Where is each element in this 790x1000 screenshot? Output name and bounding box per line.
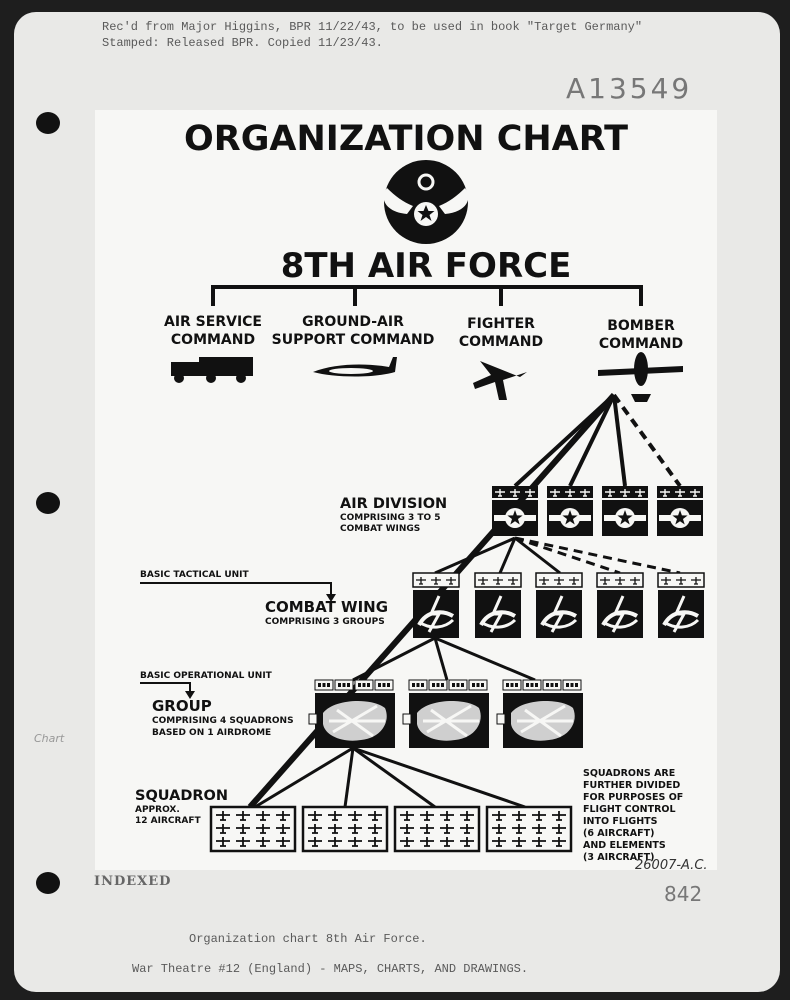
connector-line — [435, 638, 535, 680]
air-division-desc: COMBAT WINGS — [340, 524, 421, 534]
strip-plane-mark — [421, 683, 424, 687]
strip-plane-mark — [338, 683, 341, 687]
strip-plane-mark — [358, 683, 361, 687]
squadron-box — [487, 807, 571, 851]
strip-plane-mark — [477, 683, 480, 687]
connector-line — [435, 638, 447, 680]
strip-plane-mark — [363, 683, 366, 687]
strip-plane-mark — [383, 683, 386, 687]
eighth-air-force-emblem-icon — [384, 160, 469, 244]
combat-wing-desc: COMPRISING 3 GROUPS — [265, 617, 385, 627]
strip-plane-mark — [452, 683, 455, 687]
chart-title: ORGANIZATION CHART — [183, 119, 629, 159]
strip-plane-mark — [546, 683, 549, 687]
strip-plane-mark — [432, 683, 435, 687]
command-label-line2: COMMAND — [458, 334, 544, 350]
strip-plane-mark — [417, 683, 420, 687]
command-label-line1: FIGHTER — [467, 316, 535, 332]
group-box — [497, 680, 583, 748]
organization-chart — [95, 110, 717, 870]
squadron-box — [395, 807, 479, 851]
strip-plane-mark — [318, 683, 321, 687]
air-division-box — [657, 486, 703, 536]
note-line: (3 AIRCRAFT) — [583, 852, 655, 863]
chart-code: 26007-A.C. — [635, 858, 708, 873]
command-label-line2: COMMAND — [170, 332, 256, 348]
combat-wing-box — [658, 573, 704, 638]
combat-wing-box — [475, 573, 521, 638]
strip-plane-mark — [571, 683, 574, 687]
receipt-note: Rec'd from Major Higgins, BPR 11/22/43, to be used in book "Target Germany" — [102, 20, 643, 34]
squadron-note — [583, 768, 683, 863]
combat-wing-box — [536, 573, 582, 638]
combat-wing-box — [597, 573, 643, 638]
strip-plane-mark — [472, 683, 475, 687]
strip-plane-mark — [367, 683, 370, 687]
note-line: AND ELEMENTS — [583, 840, 666, 851]
air-division-box — [547, 486, 593, 536]
strip-plane-mark — [481, 683, 484, 687]
note-line: (6 AIRCRAFT) — [583, 828, 655, 839]
combat-wing-box — [413, 573, 459, 638]
caption-theatre: War Theatre #12 (England) - MAPS, CHARTS, AND DRAWINGS. — [132, 962, 529, 976]
note-line: INTO FLIGHTS — [583, 816, 658, 827]
combat-wing-title: COMBAT WING — [265, 598, 389, 616]
squadron-title: SQUADRON — [135, 788, 228, 804]
command-label-line2: COMMAND — [598, 336, 684, 352]
strip-plane-mark — [457, 683, 460, 687]
accession-number: A13549 — [566, 72, 693, 105]
strip-plane-mark — [511, 683, 514, 687]
connector-line — [353, 748, 525, 807]
strip-plane-mark — [551, 683, 554, 687]
command-label-line1: GROUND-AIR — [302, 314, 404, 330]
connector-line — [255, 748, 353, 807]
attack-plane-icon — [313, 357, 397, 377]
strip-plane-mark — [412, 683, 415, 687]
group-box — [309, 680, 395, 748]
air-division-box — [492, 486, 538, 536]
force-title: 8TH AIR FORCE — [280, 246, 572, 286]
squadron-box — [303, 807, 387, 851]
punch-hole — [36, 872, 60, 894]
tactical-pointer-label: BASIC TACTICAL UNIT — [140, 570, 249, 580]
squadron-desc: APPROX. — [135, 805, 180, 815]
strip-plane-mark — [515, 683, 518, 687]
chart-sheet — [95, 110, 717, 873]
strip-plane-mark — [378, 683, 381, 687]
stamp-note: Stamped: Released BPR. Copied 11/23/43. — [102, 36, 383, 50]
air-division-box — [602, 486, 648, 536]
strip-plane-mark — [323, 683, 326, 687]
truck-icon — [171, 357, 253, 383]
group-title: GROUP — [152, 697, 212, 715]
group-desc: BASED ON 1 AIRDROME — [152, 728, 272, 738]
strip-plane-mark — [387, 683, 390, 687]
group-tab — [403, 714, 411, 724]
strip-plane-mark — [437, 683, 440, 687]
command-label-line1: BOMBER — [607, 318, 675, 334]
group-tab — [309, 714, 317, 724]
strip-plane-mark — [566, 683, 569, 687]
punch-hole — [36, 112, 60, 134]
note-line: SQUADRONS ARE — [583, 768, 676, 779]
file-number: 842 — [664, 882, 703, 906]
strip-plane-mark — [343, 683, 346, 687]
punch-hole — [36, 492, 60, 514]
command-label-line1: AIR SERVICE — [163, 314, 263, 330]
squadron-box — [211, 807, 295, 851]
air-division-title: AIR DIVISION — [340, 496, 448, 512]
group-desc: COMPRISING 4 SQUADRONS — [152, 716, 294, 726]
group-box — [403, 680, 489, 748]
note-line: FOR PURPOSES OF — [583, 792, 684, 803]
strip-plane-mark — [535, 683, 538, 687]
connector-line — [353, 748, 435, 807]
fighter-icon — [473, 361, 527, 400]
caption-title: Organization chart 8th Air Force. — [189, 932, 427, 946]
air-division-desc: COMPRISING 3 TO 5 — [340, 513, 441, 523]
strip-plane-mark — [441, 683, 444, 687]
strip-plane-mark — [461, 683, 464, 687]
command-label-line2: SUPPORT COMMAND — [271, 332, 435, 348]
group-tab — [497, 714, 505, 724]
strip-plane-mark — [555, 683, 558, 687]
squadron-desc: 12 AIRCRAFT — [135, 816, 201, 826]
connector-line — [345, 748, 353, 807]
margin-note: Chart — [34, 732, 65, 745]
indexed-stamp: INDEXED — [94, 874, 172, 889]
note-line: FURTHER DIVIDED — [583, 780, 681, 791]
strip-plane-mark — [526, 683, 529, 687]
command-bracket — [213, 285, 641, 306]
strip-plane-mark — [531, 683, 534, 687]
strip-plane-mark — [575, 683, 578, 687]
operational-pointer-label: BASIC OPERATIONAL UNIT — [140, 671, 272, 681]
note-line: FLIGHT CONTROL — [583, 804, 676, 815]
strip-plane-mark — [347, 683, 350, 687]
strip-plane-mark — [327, 683, 330, 687]
strip-plane-mark — [506, 683, 509, 687]
